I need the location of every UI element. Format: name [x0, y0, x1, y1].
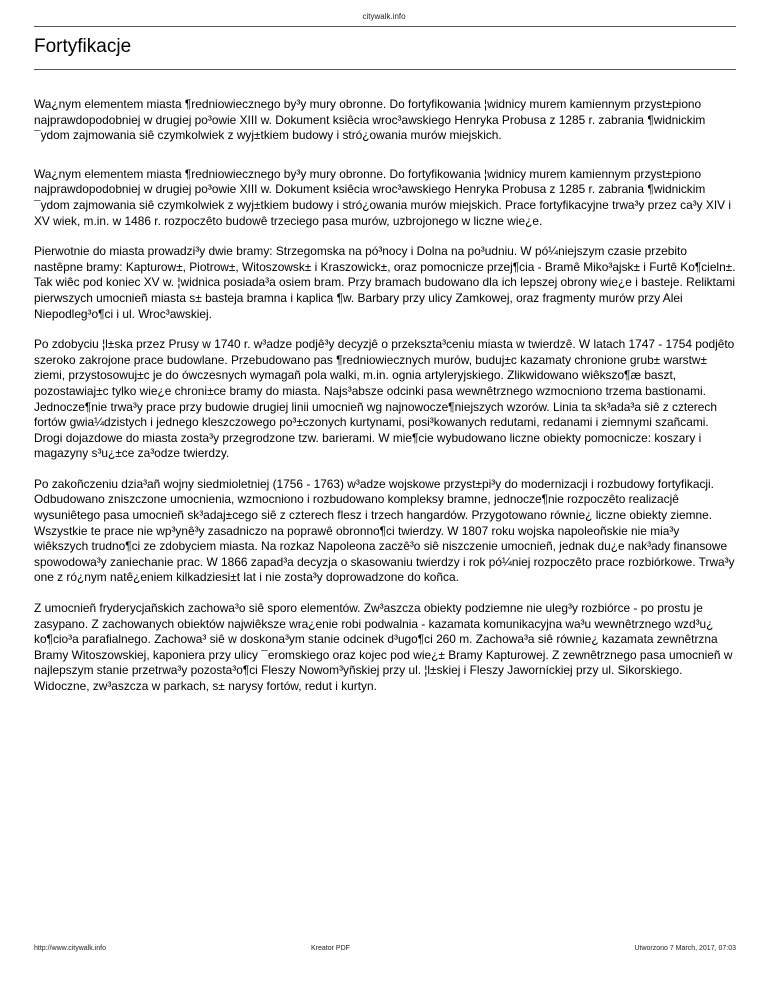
title-bar	[34, 26, 736, 70]
footer-url: http://www.citywalk.info	[34, 945, 106, 952]
paragraph: Wa¿nym elementem miasta ¶redniowiecznego by³y mury obronne. Do fortyfikowania ¦widnicy murem kamiennym przyst±piono najprawdopodobniej w drugiej po³owie XIII w. Dokument ksiêcia wroc³awskiego Henryka Probusa z 1285 r. zabrania ¶widnickim ¯ydom zajmowania siê czymkolwiek z wyj±tkiem budowy i stró¿owania murów miejskich. Prace fortyfikacyjne trwa³y przez ca³y XIV i XV wiek, m.in. w 1486 r. rozpoczêto budowê trzeciego pasa murów, uzbrojonego w liczne wie¿e.	[34, 166, 732, 228]
paragraph: Z umocnieñ fryderycjañskich zachowa³o siê sporo elementów. Zw³aszcza obiekty podziemne nie uleg³y rozbiórce - po prostu je zasypano. Z zachowanych obiektów najwiêksze wra¿enie robi podwalnia - kazamata komunikacyjna wa³u wewnêtrznego wzd³u¿ ko¶cio³a parafialnego. Zachowa³ siê w doskona³ym stanie odcinek d³ugo¶ci 260 m. Zachowa³a siê równie¿ kazamata zewnêtrzna Bramy Witoszowskiej, kaponiera przy ulicy ¯eromskiego oraz kojec pod wie¿± Bramy Kapturowej. Z zewnêtrznego pasa umocnieñ w najlepszym stanie przetrwa³y pozosta³o¶ci Fleszy Nowom³yñskiej przy ul. ¦l±skiej i Fleszy Jaworníckiej przy ul. Sikorskiego. Widoczne, zw³aszcza w parkach, s± narysy fortów, redut i kurtyn.	[34, 601, 733, 693]
article-body	[34, 97, 736, 710]
header-site-name: citywalk.info	[362, 12, 406, 21]
paragraph: Po zdobyciu ¦l±ska przez Prusy w 1740 r. w³adze podjê³y decyzjê o przekszta³ceniu miasta w twierdzê. W latach 1747 - 1754 podjêto szeroko zakrojone prace budowlane. Przebudowano pas ¶redniowiecznych murów, buduj±c kazamaty chronione grub± warstw± ziemi, przystosowuj±c je do ówczesnych wymagañ pola walki, m.in. ognia artyleryjskiego. Zlikwidowano wiêkszo¶æ baszt, pozostawiaj±c tylko wie¿e chroni±ce bramy do miasta. Najs³absze odcinki pasa wewnêtrznego wzmocniono trzema bastionami. Jednocze¶nie trwa³y prace przy budowie drugiej linii umocnieñ wg najnowocze¶niejszych wzorów. Linia ta sk³ada³a siê z czterech fortów gwia¼dzistych i jednego kleszczowego po³±czonych kurtynami, posi³kowanych redutami, redanami i ziemnymi szañcami. Drogi dojazdowe do miasta zosta³y przegrodzone tzw. barierami. W mie¶cie wybudowano liczne obiekty pomocnicze: koszary i magazyny s³u¿±ce za³odze twierdzy.	[34, 337, 735, 461]
page-title: Fortyfikacje	[34, 36, 132, 57]
paragraph: Wa¿nym elementem miasta ¶redniowiecznego by³y mury obronne. Do fortyfikowania ¦widnicy murem kamiennym przyst±piono najprawdopodobniej w drugiej po³owie XIII w. Dokument ksiêcia wroc³awskiego Henryka Probusa z 1285 r. zabrania ¶widnickim ¯ydom zajmowania siê czymkolwiek z wyj±tkiem budowy i stró¿owania murów miejskich.	[34, 97, 706, 143]
paragraph: Pierwotnie do miasta prowadzi³y dwie bramy: Strzegomska na pó³nocy i Dolna na po³udniu. W pó¼niejszym czasie przebito nastêpne bramy: Kapturow±, Piotrow±, Witoszowsk± i Kraszowick±, oraz pomocnicze przej¶cia - Bramê Miko³ajsk± i Furtê Ko¶cieln±. Tak wiêc pod koniec XV w. ¦widnica posiada³a osiem bram. Przy bramach budowano dla ich lepszej obrony wie¿e i basteje. Reliktami pierwszych umocnieñ miasta s± basteja bramna i kaplica ¶w. Barbary przy ulicy Zamkowej, oraz fragmenty murów przy Alei Niepodleg³o¶ci i ul. Wroc³awskiej.	[34, 244, 736, 321]
footer-creator: Kreator PDF	[311, 945, 350, 952]
footer-created-date: Utworzono 7 March, 2017, 07:03	[634, 945, 736, 952]
paragraph: Po zakoñczeniu dzia³añ wojny siedmioletniej (1756 - 1763) w³adze wojskowe przyst±pi³y do modernizacji i rozbudowy fortyfikacji. Odbudowano zniszczone umocnienia, wzmocniono i rozbudowano kompleksy bramne, jednocze¶nie rozpoczêto realizacjê wysuniêtego pasa umocnieñ sk³adaj±cego siê z czterech flesz i trzech hangardów. Przygotowano równie¿ liczne obiekty ziemne. Wszystkie te prace nie wp³ynê³y zasadniczo na poprawê obronno¶ci twierdzy. W 1807 roku wojska napoleoñskie nie mia³y wiêkszych trudno¶ci ze zdobyciem miasta. Na rozkaz Napoleona zaczê³o siê niszczenie umocnieñ, jednak du¿e nak³ady finansowe spowodowa³y zaniechanie prac. W 1866 zapad³a decyzja o skasowaniu twierdzy i rok pó¼niej rozpoczêto prace rozbiórkowe. Trwa³y one z ró¿nym natê¿eniem kilkadziesi±t lat i nie zosta³y doprowadzone do koñca.	[34, 476, 735, 585]
